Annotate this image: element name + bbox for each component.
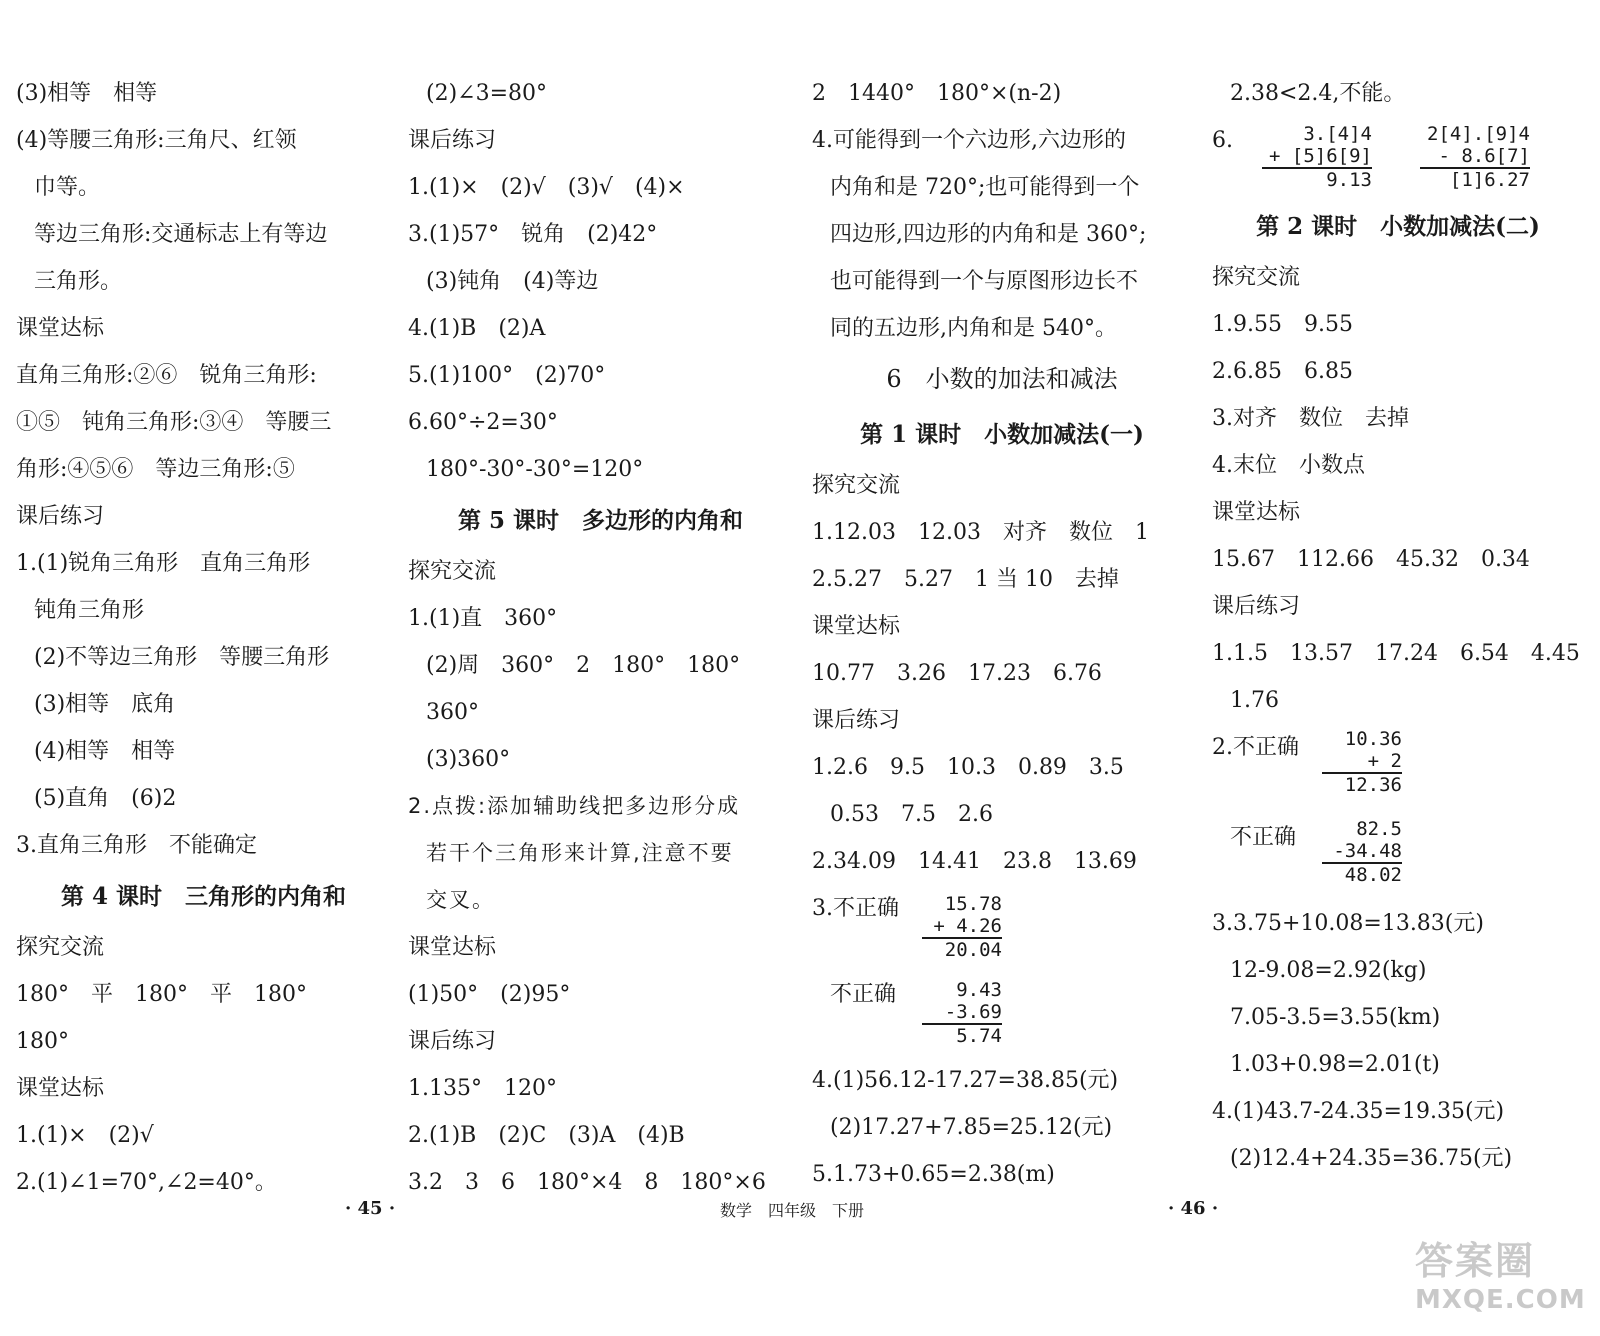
column-1 (16, 70, 391, 1220)
answer-line: (2)17.27+7.85=25.12(元) (830, 1115, 1113, 1140)
answer-line: (2)∠3=80° (426, 81, 548, 106)
answer-line: 1.12.03 12.03 对齐 数位 1 (812, 520, 1149, 545)
answer-line: (3)360° (426, 747, 511, 772)
calc-row: + [5]6[9] (1262, 145, 1372, 169)
section-label: 探究交流 (1212, 265, 1301, 290)
section-label: 课后练习 (408, 1029, 497, 1054)
answer-line: 5.(1)100° (2)70° (408, 363, 606, 388)
answer-line: 内角和是 720°;也可能得到一个 (830, 175, 1140, 200)
calc-row: 2[4].[9]4 (1427, 123, 1530, 145)
page-number-right: · 46 · (1168, 1198, 1219, 1219)
lesson-heading: 第 5 课时 多边形的内角和 (457, 507, 744, 534)
answer-line: 1.(1)× (2)√ (3)√ (4)× (408, 175, 685, 200)
answer-line: 角形:④⑤⑥ 等边三角形:⑤ (16, 457, 295, 482)
answer-line: (3)相等 底角 (34, 692, 176, 717)
answer-line: 2.5.27 5.27 1 当 10 去掉 (812, 567, 1119, 592)
calc-row: - 8.6[7] (1420, 145, 1530, 169)
section-label: 课后练习 (1212, 594, 1301, 619)
watermark-url: MXQE.COM (1415, 1285, 1586, 1315)
answer-line: 180° (16, 1029, 69, 1054)
answer-line: 180°-30°-30°=120° (426, 457, 644, 482)
section-label: 探究交流 (16, 935, 105, 960)
answer-line: (4)等腰三角形:三角尺、红领 (16, 128, 297, 153)
answer-line: 4.(1)43.7-24.35=19.35(元) (1212, 1099, 1505, 1124)
answer-line: (1)50° (2)95° (408, 982, 571, 1007)
answer-line: 3.(1)57° 锐角 (2)42° (408, 222, 658, 247)
section-label: 课堂达标 (1212, 500, 1301, 525)
calc-result: 12.36 (1344, 774, 1402, 796)
hint-line: 2.点拨:添加辅助线把多边形分成 (408, 794, 741, 818)
hint-line: 若干个三角形来计算,注意不要 (426, 841, 734, 865)
unit-heading: 6 小数的加法和减法 (886, 365, 1118, 393)
calc-row: 15.78 (944, 893, 1002, 915)
vertical-calc (922, 893, 1002, 961)
answer-line: 4.可能得到一个六边形,六边形的 (812, 128, 1126, 153)
answer-line: 2.38<2.4,不能。 (1230, 81, 1406, 106)
section-label: 课堂达标 (16, 1076, 105, 1101)
watermark-text: 答案圈 (1415, 1239, 1536, 1283)
answer-line: 2.(1)∠1=70°,∠2=40°。 (16, 1170, 277, 1195)
calc-result: 9.13 (1326, 169, 1372, 191)
vertical-calc (922, 979, 1002, 1047)
vertical-calc (1420, 123, 1530, 191)
calc-result: [1]6.27 (1449, 169, 1530, 191)
calc-label: 3.不正确 (812, 896, 899, 921)
answer-line: 2.34.09 14.41 23.8 13.69 (812, 849, 1137, 874)
calc-result: 5.74 (956, 1025, 1002, 1047)
calc-label: 不正确 (1230, 825, 1297, 850)
answer-line: 1.(1)锐角三角形 直角三角形 (16, 551, 311, 576)
calc-row: 82.5 (1356, 818, 1402, 840)
column-4 (1212, 70, 1584, 1220)
calc-label: 2.不正确 (1212, 735, 1299, 760)
answer-line: 巾等。 (34, 175, 101, 200)
answer-line: (2)周 360° 2 180° 180° (426, 653, 741, 678)
section-label: 课后练习 (812, 708, 901, 733)
answer-line: 10.77 3.26 17.23 6.76 (812, 661, 1102, 686)
column-2 (408, 70, 793, 1220)
column-3 (812, 70, 1192, 1220)
digit-puzzle-block (1212, 117, 1584, 199)
vertical-calc-block (812, 971, 1192, 1057)
answer-line: 1.9.55 9.55 (1212, 312, 1353, 337)
answer-line: 4.(1)56.12-17.27=38.85(元) (812, 1068, 1119, 1093)
answer-line: (5)直角 (6)2 (34, 786, 177, 811)
answer-line: (2)12.4+24.35=36.75(元) (1230, 1146, 1513, 1171)
answer-line: 2.6.85 6.85 (1212, 359, 1353, 384)
answer-line: 4.(1)B (2)A (408, 316, 546, 341)
vertical-calc (1322, 728, 1402, 796)
answer-line: 1.76 (1230, 688, 1279, 713)
answer-line: 2 1440° 180°×(n-2) (812, 81, 1062, 106)
answer-line: 1.2.6 9.5 10.3 0.89 3.5 (812, 755, 1124, 780)
section-label: 课后练习 (408, 128, 497, 153)
hint-line: 交叉。 (426, 888, 495, 912)
answer-line: 3.对齐 数位 去掉 (1212, 406, 1409, 431)
answer-line: 2.(1)B (2)C (3)A (4)B (408, 1123, 685, 1148)
section-label: 探究交流 (408, 559, 497, 584)
section-label: 课后练习 (16, 504, 105, 529)
answer-line: 12-9.08=2.92(kg) (1230, 958, 1427, 983)
calc-row: 3.[4]4 (1303, 123, 1372, 145)
vertical-calc (1262, 123, 1372, 191)
answer-line: 1.(1)× (2)√ (16, 1123, 154, 1148)
lesson-heading: 第 2 课时 小数加减法(二) (1256, 213, 1540, 240)
answer-line: 3.直角三角形 不能确定 (16, 833, 257, 858)
calc-result: 20.04 (944, 939, 1002, 961)
answer-line: ①⑤ 钝角三角形:③④ 等腰三 (16, 410, 332, 435)
answer-line: 直角三角形:②⑥ 锐角三角形: (16, 363, 317, 388)
answer-line: 钝角三角形 (34, 598, 145, 623)
page-number-left: · 45 · (345, 1198, 396, 1219)
calc-row: -3.69 (922, 1001, 1002, 1025)
answer-line: 360° (426, 700, 479, 725)
calc-row: + 4.26 (922, 915, 1002, 939)
answer-line: (3)相等 相等 (16, 81, 158, 106)
answer-line: 1.1.5 13.57 17.24 6.54 4.45 (1212, 641, 1580, 666)
answer-line: 1.03+0.98=2.01(t) (1230, 1052, 1440, 1077)
answer-line: 1.135° 120° (408, 1076, 557, 1101)
calc-row: -34.48 (1322, 840, 1402, 864)
answer-line: 7.05-3.5=3.55(km) (1230, 1005, 1441, 1030)
answer-line: 3.3.75+10.08=13.83(元) (1212, 911, 1484, 936)
answer-line: 同的五边形,内角和是 540°。 (830, 316, 1117, 341)
vertical-calc (1322, 818, 1402, 886)
answer-line: 15.67 112.66 45.32 0.34 (1212, 547, 1530, 572)
calc-label: 不正确 (830, 982, 897, 1007)
watermark-logo (1415, 1230, 1585, 1325)
section-label: 课堂达标 (812, 614, 901, 639)
answer-line: 也可能得到一个与原图形边长不 (830, 269, 1139, 294)
answer-line: 5.1.73+0.65=2.38(m) (812, 1162, 1055, 1187)
answer-line: (2)不等边三角形 等腰三角形 (34, 645, 330, 670)
answer-line: 4.末位 小数点 (1212, 453, 1365, 478)
vertical-calc-block (812, 885, 1192, 971)
answer-line: 三角形。 (34, 269, 123, 294)
answer-line: 1.(1)直 360° (408, 606, 558, 631)
section-label: 探究交流 (812, 473, 901, 498)
lesson-heading: 第 4 课时 三角形的内角和 (60, 883, 347, 910)
question-number: 6. (1212, 128, 1233, 153)
vertical-calc-block (1212, 724, 1584, 814)
answer-line: 3.2 3 6 180°×4 8 180°×6 (408, 1170, 766, 1195)
book-title-footer: 数学 四年级 下册 (720, 1201, 865, 1220)
answer-line: 四边形,四边形的内角和是 360°; (830, 222, 1147, 247)
calc-row: + 2 (1322, 750, 1402, 774)
answer-line: (3)钝角 (4)等边 (426, 269, 599, 294)
calc-row: 10.36 (1344, 728, 1402, 750)
calc-result: 48.02 (1344, 864, 1402, 886)
vertical-calc-block (1212, 814, 1584, 900)
answer-line: (4)相等 相等 (34, 739, 176, 764)
answer-line: 180° 平 180° 平 180° (16, 982, 307, 1007)
calc-row: 9.43 (956, 979, 1002, 1001)
answer-line: 等边三角形:交通标志上有等边 (34, 222, 328, 247)
section-label: 课堂达标 (16, 316, 105, 341)
answer-line: 6.60°÷2=30° (408, 410, 558, 435)
section-label: 课堂达标 (408, 935, 497, 960)
lesson-heading: 第 1 课时 小数加减法(一) (860, 421, 1144, 448)
answer-line: 0.53 7.5 2.6 (830, 802, 993, 827)
